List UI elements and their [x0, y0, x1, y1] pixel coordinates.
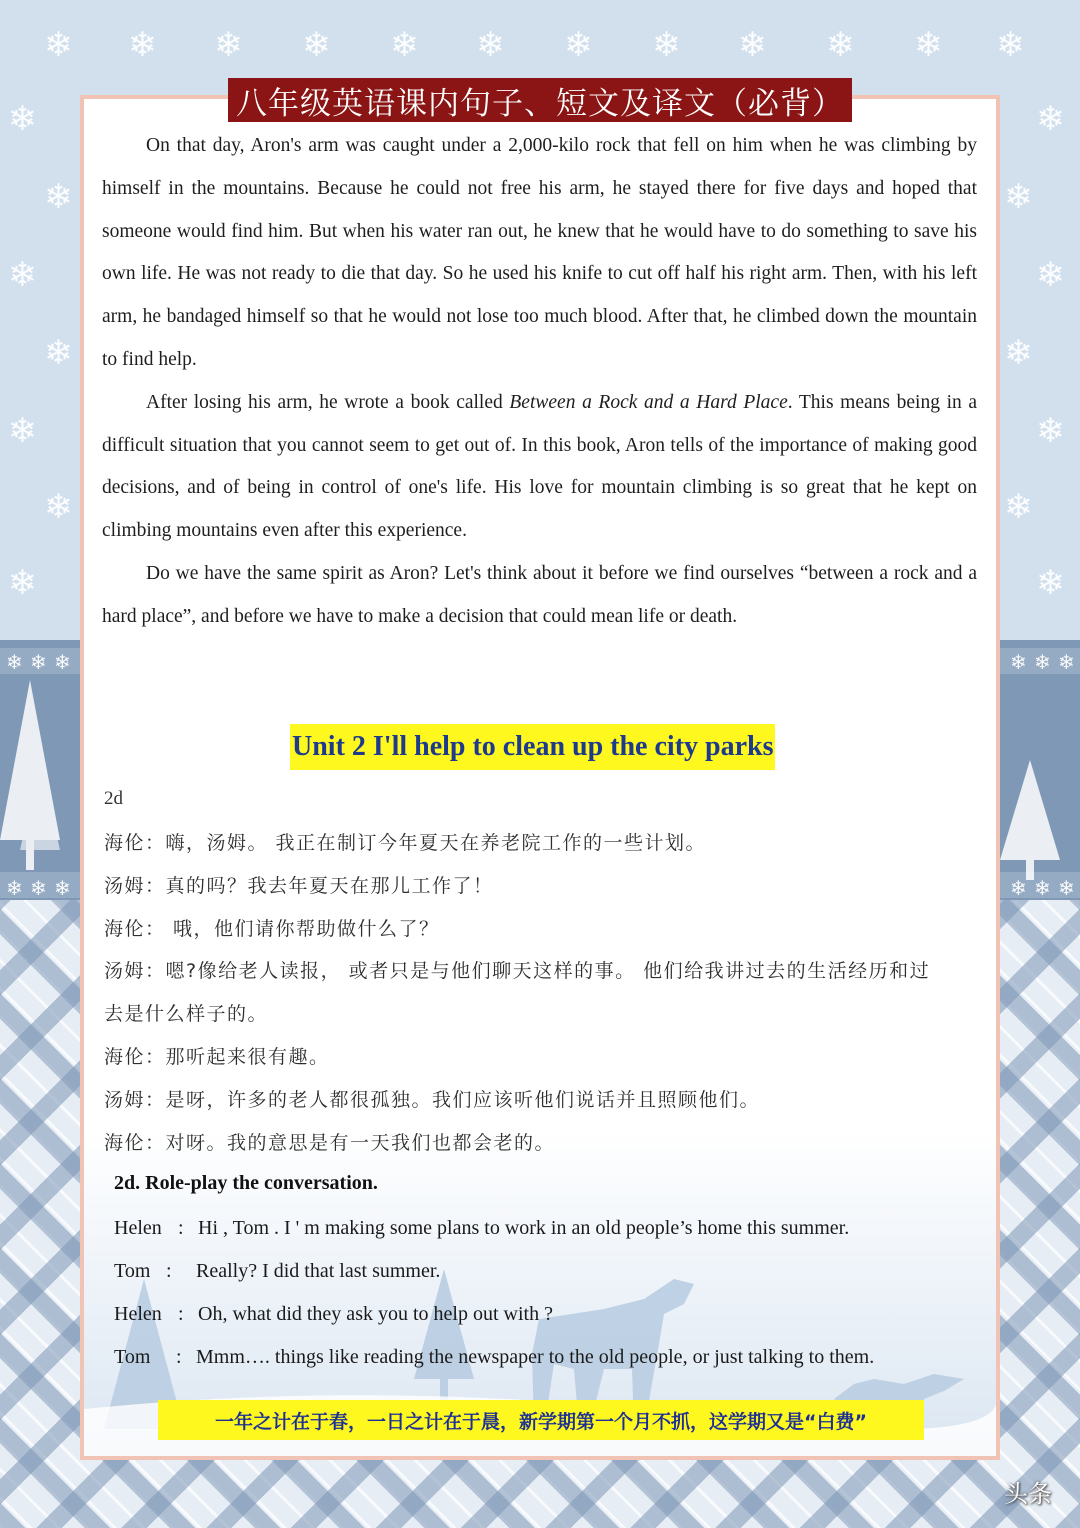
dialog-colon: : [178, 1217, 184, 1239]
snowflake-icon: ❄ [214, 25, 243, 65]
book-title: Between a Rock and a Hard Place [509, 391, 788, 413]
passage-paragraph: On that day, Aron's arm was caught under a 2,000-kilo rock that fell on him when he was climbing by himself in the mountains. Because he could not free his arm, he stayed there for five days and hoped that someone would find him. But when his water ran out, he knew that he would have to do something to save his own life. He was not ready to die that day. So he used his knife to cut off half his right arm. Then, with his left arm, he bandaged himself so that he would not lose too much blood. After that, he climbed down the mountain to find help. [102, 135, 977, 370]
translation-block [104, 822, 979, 1164]
snowflake-icon: ❄ [8, 563, 37, 603]
dialog-row [114, 1336, 984, 1379]
snowflake-icon: ❄ [1004, 177, 1033, 217]
snowflake-icon: ❄ [54, 650, 71, 674]
snowflake-icon: ❄ [1058, 650, 1075, 674]
page-title-banner [228, 78, 852, 122]
snowflake-icon: ❄ [128, 25, 157, 65]
snowflake-icon: ❄ [476, 25, 505, 65]
section-label: 2d [104, 788, 123, 809]
translation-line: 汤姆：是呀，许多的老人都很孤独。我们应该听他们说话并且照顾他们。 [104, 1088, 761, 1111]
snowflake-icon: ❄ [390, 25, 419, 65]
dialog-line: Oh, what did they ask you to help out with ? [198, 1303, 553, 1325]
motto-text: 一年之计在于春，一日之计在于晨，新学期第一个月不抓，这学期又是“白费” [215, 1410, 867, 1433]
snowflake-icon: ❄ [1034, 650, 1051, 674]
snowflake-icon: ❄ [8, 99, 37, 139]
dialog-colon: : [166, 1260, 172, 1282]
snowflake-icon: ❄ [1036, 99, 1065, 139]
snowflake-icon: ❄ [302, 25, 331, 65]
watermark [862, 1474, 1052, 1508]
snowflake-icon: ❄ [30, 876, 47, 900]
snowflake-icon: ❄ [44, 333, 73, 373]
dialog-colon: : [178, 1303, 184, 1325]
snowflake-icon: ❄ [1058, 876, 1075, 900]
translation-line: 汤姆：嗯?像给老人读报， 或者只是与他们聊天这样的事。 他们给我讲过去的生活经历和过 [104, 960, 931, 983]
reading-passage [102, 125, 977, 639]
translation-line: 海伦：那听起来很有趣。 [104, 1045, 330, 1068]
dialog-row [114, 1250, 984, 1293]
dialog-speaker: Helen [114, 1303, 162, 1325]
passage-text: . This means being in a difficult situation that you cannot seem to get out of. In this book, Aron tells of the importance of making good decisions, and of being in control of one's life. His love for mountain climbing is so great that he kept on climbing mountains even after this experience. [102, 391, 978, 542]
translation-line: 海伦： 哦，他们请你帮助做什么了？ [104, 917, 440, 940]
snowflake-icon: ❄ [6, 876, 23, 900]
snowflake-icon: ❄ [8, 255, 37, 295]
snowflake-icon: ❄ [1036, 255, 1065, 295]
unit-heading-text: Unit 2 I'll help to clean up the city parks [292, 731, 774, 762]
snowflake-icon: ❄ [564, 25, 593, 65]
dialog-block [114, 1207, 984, 1379]
snowflake-icon: ❄ [914, 25, 943, 65]
dialog-line: Really? I did that last summer. [196, 1260, 441, 1282]
dialog-line: Mmm…. things like reading the newspaper to the old people, or just talking to them. [196, 1346, 875, 1368]
watermark-text: 头条 [1004, 1479, 1052, 1508]
snowflake-icon: ❄ [1036, 411, 1065, 451]
dialog-speaker: Tom [114, 1346, 151, 1368]
translation-line: 去是什么样子的。 [104, 1003, 269, 1026]
roleplay-heading: 2d. Role-play the conversation. [114, 1172, 378, 1194]
unit-heading [290, 724, 775, 770]
passage-paragraph [102, 382, 977, 553]
passage-paragraph: Do we have the same spirit as Aron? Let's think about it before we find ourselves “between a rock and a hard place”, and before we have to make a decision that could mean life or death. [102, 562, 977, 627]
translation-line: 汤姆：真的吗？我去年夏天在那儿工作了！ [104, 874, 494, 897]
page-title: 八年级英语课内句子、短文及译文（必背） [236, 85, 844, 122]
translation-line: 海伦：嗨，汤姆。 我正在制订今年夏天在养老院工作的一些计划。 [104, 832, 707, 854]
snowflake-icon: ❄ [44, 25, 73, 65]
snowflake-icon: ❄ [30, 650, 47, 674]
snowflake-icon: ❄ [8, 411, 37, 451]
snowflake-icon: ❄ [1004, 333, 1033, 373]
passage-text: After losing his arm, he wrote a book called [146, 391, 510, 413]
snowflake-icon: ❄ [738, 25, 767, 65]
dialog-line: Hi , Tom . I ' m making some plans to work in an old people’s home this summer. [198, 1217, 850, 1239]
dialog-row [114, 1207, 984, 1250]
snowflake-icon: ❄ [826, 25, 855, 65]
motto-banner [158, 1400, 924, 1440]
snowflake-icon: ❄ [1036, 563, 1065, 603]
snowflake-icon: ❄ [1034, 876, 1051, 900]
snowflake-icon: ❄ [6, 650, 23, 674]
snowflake-icon: ❄ [54, 876, 71, 900]
snowflake-icon: ❄ [1010, 650, 1027, 674]
snowflake-icon: ❄ [44, 177, 73, 217]
dialog-speaker: Tom [114, 1260, 151, 1282]
dialog-colon: : [176, 1346, 182, 1368]
snowflake-icon: ❄ [996, 25, 1025, 65]
snowflake-icon: ❄ [1004, 487, 1033, 527]
dialog-row [114, 1293, 984, 1336]
snowflake-icon: ❄ [44, 487, 73, 527]
snowflake-icon: ❄ [652, 25, 681, 65]
translation-line: 海伦：对呀。我的意思是有一天我们也都会老的。 [104, 1131, 556, 1154]
snowflake-icon: ❄ [1010, 876, 1027, 900]
dialog-speaker: Helen [114, 1217, 162, 1239]
